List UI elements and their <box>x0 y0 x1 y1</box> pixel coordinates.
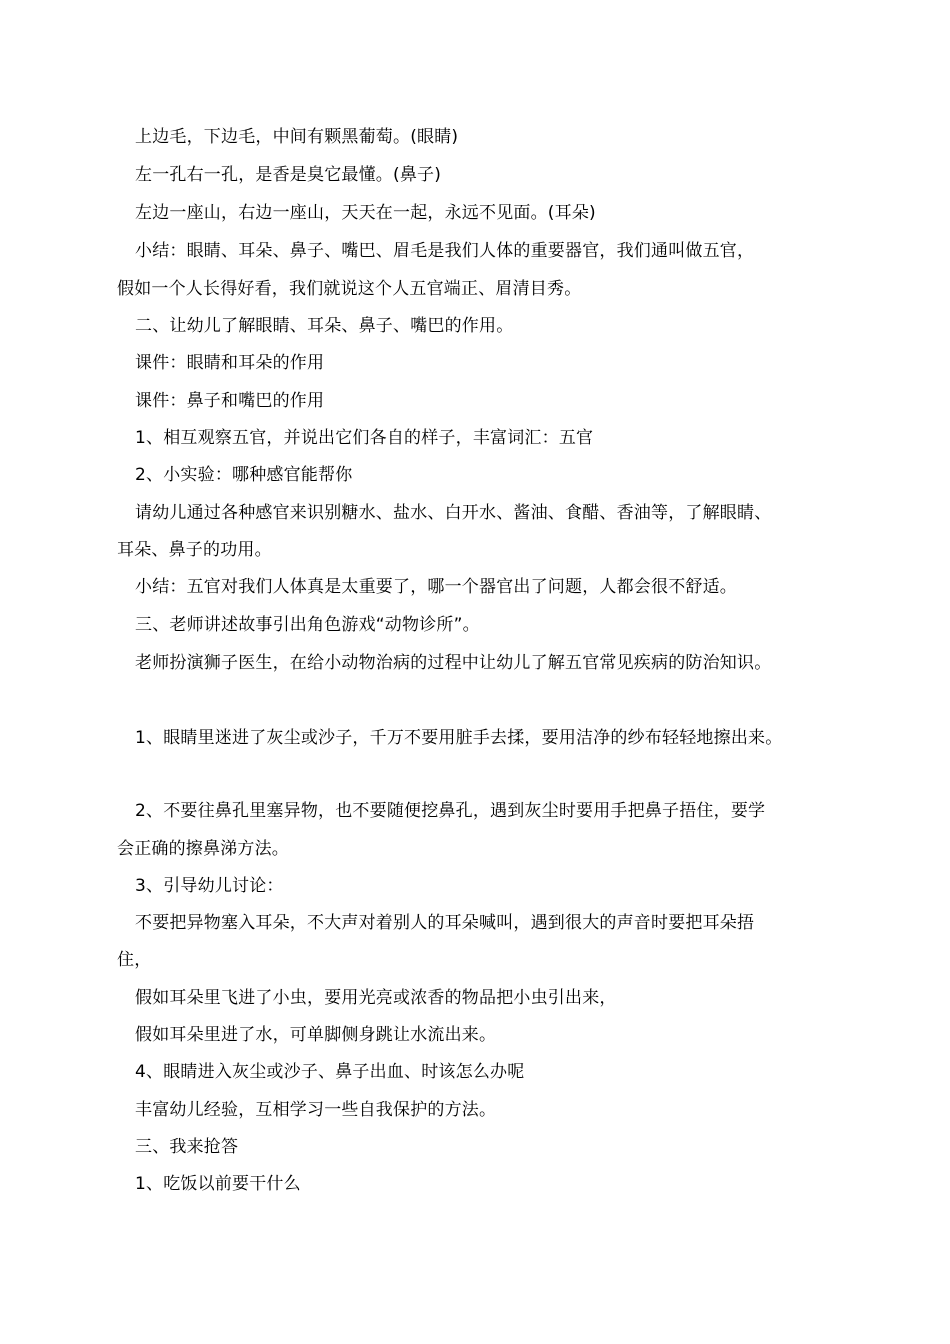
experience-sharing: 丰富幼儿经验，互相学习一些自我保护的方法。 <box>135 1100 497 1120</box>
ear-water-tip: 假如耳朵里进了水，可单脚侧身跳让水流出来。 <box>135 1025 497 1045</box>
summary-line-1: 小结：眼睛、耳朵、鼻子、嘴巴、眉毛是我们人体的重要器官，我们通叫做五官， <box>135 241 755 261</box>
section-heading-3: 三、老师讲述故事引出角色游戏“动物诊所”。 <box>135 615 480 635</box>
section-heading-2: 二、让幼儿了解眼睛、耳朵、鼻子、嘴巴的作用。 <box>135 316 514 336</box>
courseware-nose-mouth: 课件：鼻子和嘴巴的作用 <box>135 391 325 411</box>
ear-insect-tip: 假如耳朵里飞进了小虫，要用光亮或浓香的物品把小虫引出来， <box>135 988 617 1008</box>
riddle-nose: 左一孔右一孔，是香是臭它最懂。(鼻子) <box>135 165 442 185</box>
teacher-role-play: 老师扮演狮子医生，在给小动物治病的过程中让幼儿了解五官常见疾病的防治知识。 <box>135 653 772 673</box>
step-2-experiment: 2、小实验：哪种感官能帮你 <box>135 465 353 485</box>
step-1-observe: 1、相互观察五官，并说出它们各自的样子，丰富词汇：五官 <box>135 428 594 448</box>
step-4-question: 4、眼睛进入灰尘或沙子、鼻子出血、时该怎么办呢 <box>135 1062 525 1082</box>
experiment-line-2: 耳朵、鼻子的功用。 <box>117 540 272 560</box>
quiz-question-1: 1、吃饭以前要干什么 <box>135 1174 301 1194</box>
riddle-eyes: 上边毛，下边毛，中间有颗黑葡萄。(眼睛) <box>135 127 459 147</box>
step-3-discussion: 3、引导幼儿讨论： <box>135 876 284 896</box>
summary-importance: 小结：五官对我们人体真是太重要了，哪一个器官出了问题，人都会很不舒适。 <box>135 577 737 597</box>
experiment-line-1: 请幼儿通过各种感官来识别糖水、盐水、白开水、酱油、食醋、香油等，了解眼睛、 <box>135 503 772 523</box>
summary-line-2: 假如一个人长得好看，我们就说这个人五官端正、眉清目秀。 <box>117 279 582 299</box>
ear-tip-line-2: 住， <box>117 950 152 970</box>
section-heading-quiz: 三、我来抢答 <box>135 1137 239 1157</box>
riddle-ears: 左边一座山，右边一座山，天天在一起，永远不见面。(耳朵) <box>135 203 596 223</box>
tip-nose-line-1: 2、不要往鼻孔里塞异物，也不要随便挖鼻孔，遇到灰尘时要用手把鼻子捂住，要学 <box>135 801 766 821</box>
ear-tip-line-1: 不要把异物塞入耳朵，不大声对着别人的耳朵喊叫，遇到很大的声音时要把耳朵捂 <box>135 913 755 933</box>
tip-eyes: 1、眼睛里迷进了灰尘或沙子，千万不要用脏手去揉，要用洁净的纱布轻轻地擦出来。 <box>135 728 783 748</box>
tip-nose-line-2: 会正确的擦鼻涕方法。 <box>117 839 289 859</box>
courseware-eyes-ears: 课件：眼睛和耳朵的作用 <box>135 353 325 373</box>
